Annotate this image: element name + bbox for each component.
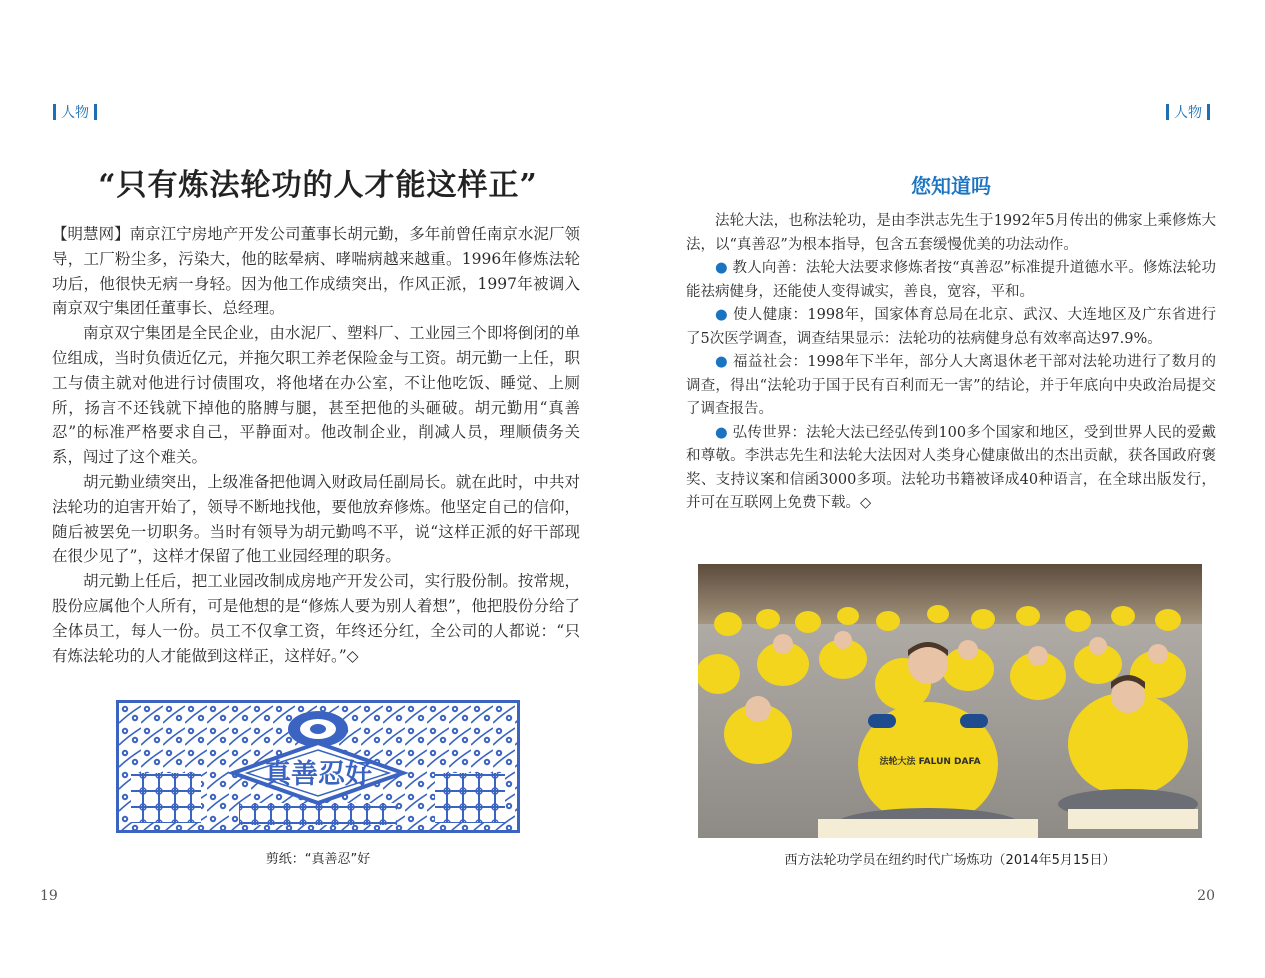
- article-paragraph: 【明慧网】南京江宁房地产开发公司董事长胡元勤，多年前曾任南京水泥厂领导，工厂粉尘多，污染大，他的眩晕病、哮喘病越来越重。1996年修炼法轮功后，他很快无病一身轻。因为他工作成绩突出，作风正派，1997年被调入南京双宁集团任董事长、总经理。: [52, 225, 580, 318]
- article-body: [52, 222, 580, 668]
- article-title: “只有炼法轮功的人才能这样正”: [98, 168, 538, 203]
- section-tag-label: 人物: [61, 105, 89, 121]
- article-paragraph: 胡元勤业绩突出，上级准备把他调入财政局任副局长。就在此时，中共对法轮功的迫害开始了，领导不断地找他，要他放弃修炼。他坚定自己的信仰，随后被罢免一切职务。当时有领导为胡元勤鸣不平，说“这样正派的好干部现在很少见了”，这样才保留了他工业园经理的职务。: [52, 472, 580, 566]
- facts-body: [686, 210, 1216, 516]
- section-tag-label: 人物: [1174, 105, 1202, 121]
- tag-bar: [1166, 104, 1169, 120]
- article-paragraph: 胡元勤上任后，把工业园改制成房地产开发公司，实行股份制。按常规，股份应属他个人所有，可是他想的是“修炼人要为别人着想”，他把股份分给了全体员工，每人一份。员工不仅拿工资，年终还分红，全公司的人都说：“只有炼法轮功的人才能做到这样正，这样好。”◇: [52, 572, 580, 665]
- facts-intro: 法轮大法，也称法轮功，是由李洪志先生于1992年5月传出的佛家上乘修炼大法，以“真善忍”为根本指导，包含五套缓慢优美的功法动作。: [686, 213, 1216, 253]
- tag-bar: [53, 104, 56, 120]
- photo-caption: 西方法轮功学员在纽约时代广场炼功（2014年5月15日）: [784, 853, 1116, 868]
- section-tag-left: [48, 103, 102, 121]
- bullet-icon: ●: [715, 354, 729, 370]
- fact-text: 福益社会：1998年下半年，部分人大离退休老干部对法轮功进行了数月的调查，得出“法轮功于国于民有百利而无一害”的结论，并于年底向中央政治局提交了调查报告。: [686, 354, 1217, 417]
- bullet-icon: ●: [715, 307, 729, 323]
- papercut-caption: 剪纸：“真善忍”好: [265, 852, 371, 867]
- fact-text: 弘传世界：法轮大法已经弘传到100多个国家和地区，受到世界人民的爱戴和尊敬。李洪志先生和法轮大法因对人类身心健康做出的杰出贡献，获各国政府褒奖、支持议案和信函3000多项。法轮功书籍被译成40种语言，在全球出版发行，并可在互联网上免费下载。◇: [686, 424, 1216, 511]
- fact-item: [686, 304, 1216, 351]
- fact-text: 使人健康：1998年，国家体育总局在北京、武汉、大连地区及广东省进行了5次医学调查，调查结果显示：法轮功的祛病健身总有效率高达97.9%。: [686, 307, 1217, 347]
- fact-text: 教人向善：法轮大法要求修炼者按“真善忍”标准提升道德水平。修炼法轮功能祛病健身，还能使人变得诚实，善良，宽容，平和。: [686, 260, 1216, 300]
- fact-item: [686, 351, 1216, 422]
- papercut-artwork: [119, 703, 517, 830]
- papercut-text: 真善忍好: [264, 759, 372, 790]
- bullet-icon: ●: [715, 260, 728, 276]
- page-number-left: 19: [40, 888, 58, 904]
- meditation-photo: [698, 564, 1202, 838]
- fact-item: [686, 422, 1216, 516]
- page-number-right: 20: [1197, 888, 1215, 904]
- bullet-icon: ●: [715, 424, 728, 441]
- tag-bar: [1207, 104, 1210, 120]
- fact-item: [686, 257, 1216, 304]
- photo-scene: [698, 564, 1202, 838]
- tag-bar: [94, 104, 97, 120]
- article-paragraph: 南京双宁集团是全民企业，由水泥厂、塑料厂、工业园三个即将倒闭的单位组成，当时负债近亿元，并拖欠职工养老保险金与工资。胡元勤一上任，职工与债主就对他进行讨债围攻，将他堵在办公室，不让他吃饭、睡觉、上厕所，扬言不还钱就下掉他的胳膊与腿，甚至把他的头砸破。胡元勤用“真善忍”的标准严格要求自己，平静面对。他改制企业，削减人员，理顺债务关系，闯过了这个难关。: [52, 324, 580, 467]
- papercut-image: [116, 700, 520, 833]
- section-tag-right: [1161, 103, 1215, 121]
- did-you-know-title: 您知道吗: [911, 174, 991, 198]
- shirt-text: 法轮大法 FALUN DAFA: [879, 757, 981, 767]
